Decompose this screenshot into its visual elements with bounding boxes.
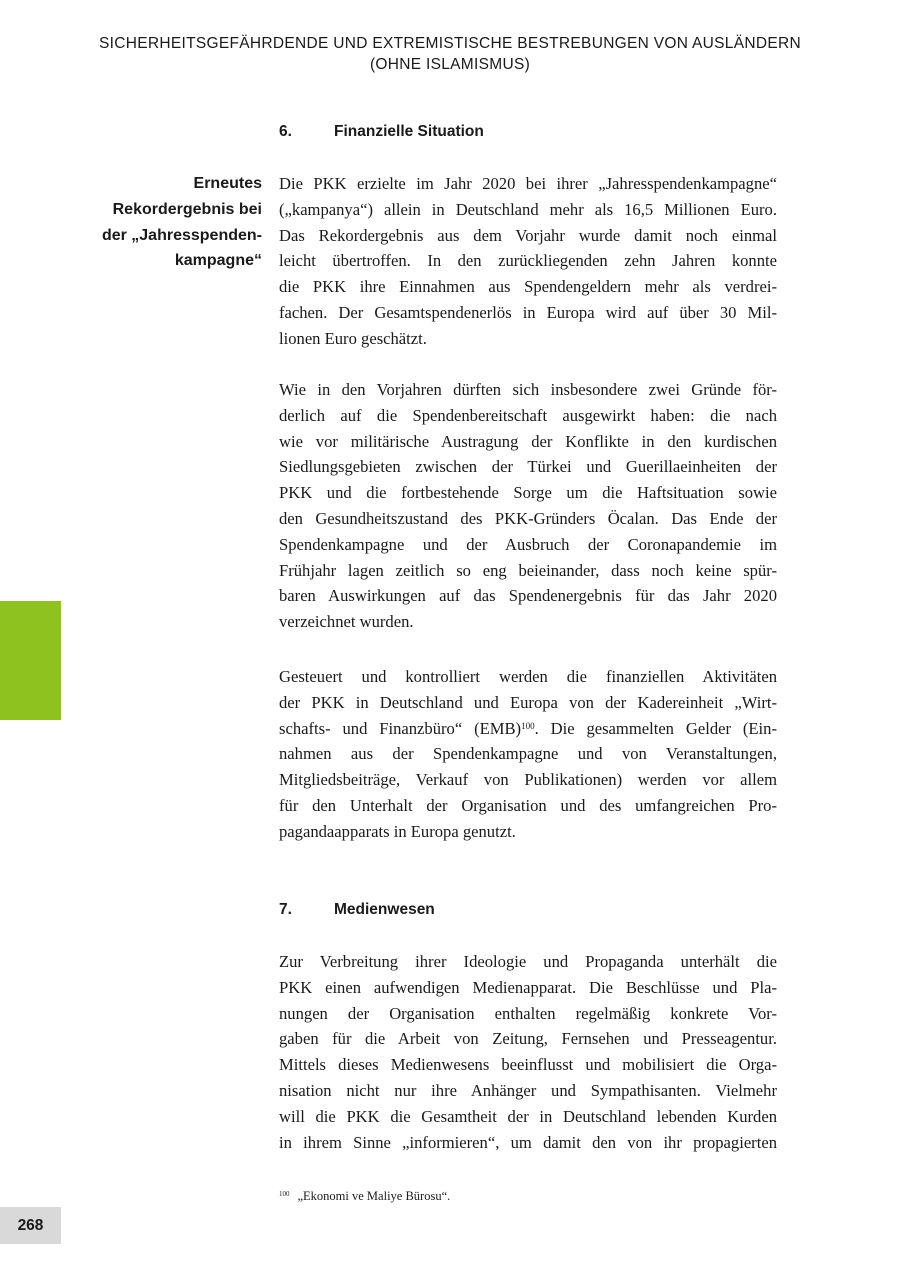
- section-title: Finanzielle Situation: [334, 123, 484, 140]
- text-line: („kampanya“) allein in Deutschland mehr als 16,5 Millionen Euro.: [279, 199, 777, 219]
- text-line: Siedlungsgebieten zwischen der Türkei und Guerillaeinheiten der: [279, 457, 777, 477]
- text-line: PKK und die fortbestehende Sorge um die Haftsituation sowie: [279, 483, 777, 503]
- text-line: Das Rekordergebnis aus dem Vorjahr wurde damit noch einmal: [279, 225, 777, 245]
- text-line: Mittels dieses Medienwesens beeinflusst und mobilisiert die Orga-: [279, 1055, 777, 1075]
- running-header-line-2: (OHNE ISLAMISMUS): [369, 56, 531, 73]
- text-line: Spendenkampagne und der Ausbruch der Coronapandemie im: [279, 534, 777, 554]
- text-line: Mitgliedsbeiträge, Verkauf von Publikationen) werden vor allem: [279, 770, 777, 790]
- text-line: gaben für die Arbeit von Zeitung, Fernsehen und Presseagentur.: [279, 1029, 777, 1049]
- text-line: lionen Euro geschätzt.: [279, 328, 427, 348]
- section-number: 6.: [279, 123, 292, 140]
- margin-note-line: der „Jahresspenden-: [101, 226, 262, 244]
- section-number: 7.: [279, 901, 292, 918]
- page-number: 268: [0, 1207, 61, 1244]
- section-heading-7: [279, 900, 435, 920]
- text-line: Wie in den Vorjahren dürften sich insbesondere zwei Gründe för-: [279, 380, 777, 399]
- paragraph-3: [279, 664, 777, 845]
- text-line: der PKK in Deutschland und Europa von der Kadereinheit „Wirt-: [279, 692, 777, 712]
- chapter-color-tab: [0, 601, 61, 720]
- text-line: will die PKK die Gesamtheit der in Deutschland lebenden Kurden: [279, 1106, 777, 1126]
- margin-note-line: kampagne“: [174, 252, 262, 270]
- text-line: leicht übertroffen. In den zurückliegenden zehn Jahren konnte: [279, 251, 777, 271]
- text-line: die PKK ihre Einnahmen aus Spendengeldern mehr als verdrei-: [279, 277, 777, 297]
- margin-note-line: Rekordergebnis bei: [112, 200, 262, 218]
- paragraph-1: [279, 171, 777, 352]
- text-line: baren Auswirkungen auf das Spendenergebnis für das Jahr 2020: [279, 586, 777, 606]
- margin-note: [60, 171, 262, 274]
- running-header-line-1: SICHERHEITSGEFÄHRDENDE UND EXTREMISTISCHE BESTREBUNGEN VON AUSLÄNDERN: [99, 35, 801, 52]
- text-line: PKK einen aufwendigen Medienapparat. Die Beschlüsse und Pla-: [279, 977, 777, 997]
- text-line: nahmen aus der Spendenkampagne und von Veranstaltungen,: [279, 744, 777, 764]
- section-heading-6: [279, 122, 484, 142]
- paragraph-4: [279, 949, 777, 1155]
- text-line: nungen der Organisation enthalten regelmäßig konkrete Vor-: [279, 1003, 777, 1023]
- text-line: pagandaapparats in Europa genutzt.: [279, 821, 516, 841]
- text-line: verzeichnet wurden.: [279, 612, 414, 632]
- text-line: Frühjahr lagen zeitlich so eng beieinander, dass noch keine spür-: [279, 560, 777, 580]
- text-line: Die PKK erzielte im Jahr 2020 bei ihrer „Jahresspendenkampagne“: [279, 174, 777, 193]
- text-line: fachen. Der Gesamtspendenerlös in Europa wird auf über 30 Mil-: [279, 302, 777, 322]
- text-line: für den Unterhalt der Organisation und des umfangreichen Pro-: [279, 795, 777, 815]
- margin-note-line: Erneutes: [193, 175, 262, 192]
- text-line: in ihrem Sinne „informieren“, um damit den von ihr propagierten: [279, 1132, 777, 1152]
- footnote: [279, 1188, 450, 1204]
- footnote-reference: 100: [521, 720, 535, 731]
- footnote-text: „Ekonomi ve Maliye Bürosu“.: [297, 1189, 451, 1203]
- text-line: wie vor militärische Austragung der Konflikte in den kurdischen: [279, 431, 777, 451]
- text-line: den Gesundheitszustand des PKK-Gründers Öcalan. Das Ende der: [279, 508, 777, 528]
- footnote-number: 100: [279, 1190, 290, 1198]
- text-fragment: schafts- und Finanzbüro“ (EMB): [279, 718, 522, 738]
- paragraph-2: [279, 377, 777, 635]
- text-fragment: . Die gesammelten Gelder (Ein-: [534, 718, 777, 738]
- running-header: [0, 33, 900, 75]
- section-title: Medienwesen: [334, 901, 435, 918]
- text-line: Zur Verbreitung ihrer Ideologie und Propaganda unterhält die: [279, 952, 777, 971]
- text-line: [279, 716, 777, 742]
- text-line: Gesteuert und kontrolliert werden die finanziellen Aktivitäten: [279, 667, 777, 686]
- text-line: nisation nicht nur ihre Anhänger und Sympathisanten. Vielmehr: [279, 1080, 777, 1100]
- text-line: derlich auf die Spendenbereitschaft ausgewirkt haben: die nach: [279, 405, 777, 425]
